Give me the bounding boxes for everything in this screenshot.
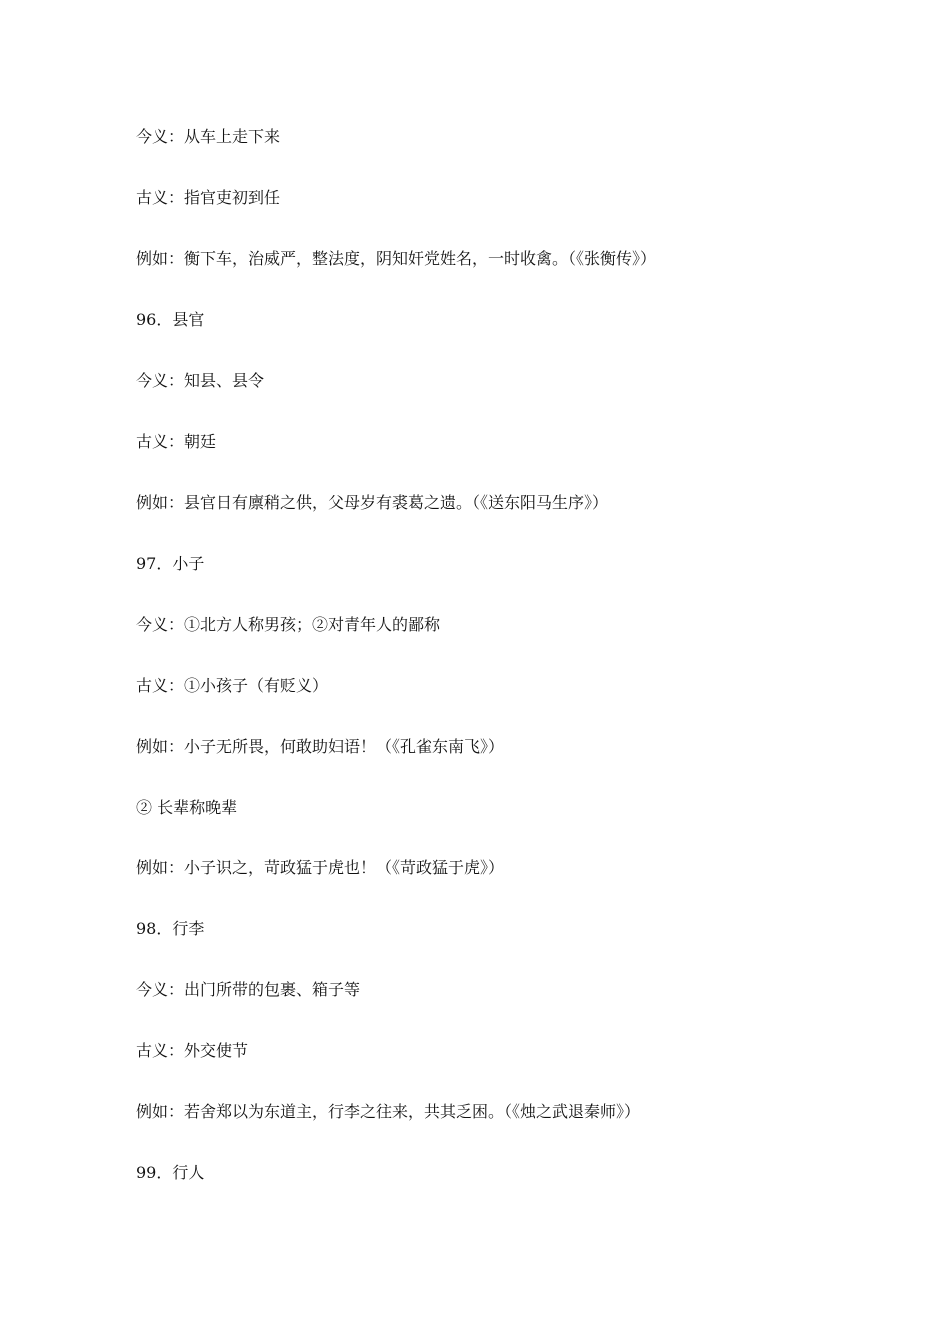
text-line: 例如：若舍郑以为东道主，行李之往来，共其乏困。（《烛之武退秦师》） (136, 1102, 641, 1121)
section-heading: 97．小子 (136, 554, 205, 573)
text-line: 古义：指官吏初到任 (136, 188, 281, 207)
section-heading: 98．行李 (136, 919, 205, 938)
text-line: 例如：小子无所畏，何敢助妇语！（《孔雀东南飞》） (136, 737, 505, 756)
text-line: 例如：小子识之，苛政猛于虎也！（《苛政猛于虎》） (136, 858, 505, 877)
text-line: 例如：衡下车，治威严，整法度，阴知奸党姓名，一时收禽。（《张衡传》） (136, 249, 657, 268)
text-line: 今义：出门所带的包裹、箱子等 (136, 980, 361, 999)
text-line: 今义：①北方人称男孩；②对青年人的鄙称 (136, 615, 441, 634)
text-line: ② 长辈称晚辈 (136, 798, 238, 817)
text-line: 古义：朝廷 (136, 432, 217, 451)
section-heading: 96．县官 (136, 310, 205, 329)
section-heading: 99．行人 (136, 1163, 205, 1182)
text-line: 今义：知县、县令 (136, 371, 265, 390)
text-line: 古义：①小孩子（有贬义） (136, 676, 329, 695)
text-line: 例如：县官日有廪稍之供，父母岁有裘葛之遗。（《送东阳马生序》） (136, 493, 609, 512)
text-line: 今义：从车上走下来 (136, 127, 281, 146)
text-line: 古义：外交使节 (136, 1041, 249, 1060)
